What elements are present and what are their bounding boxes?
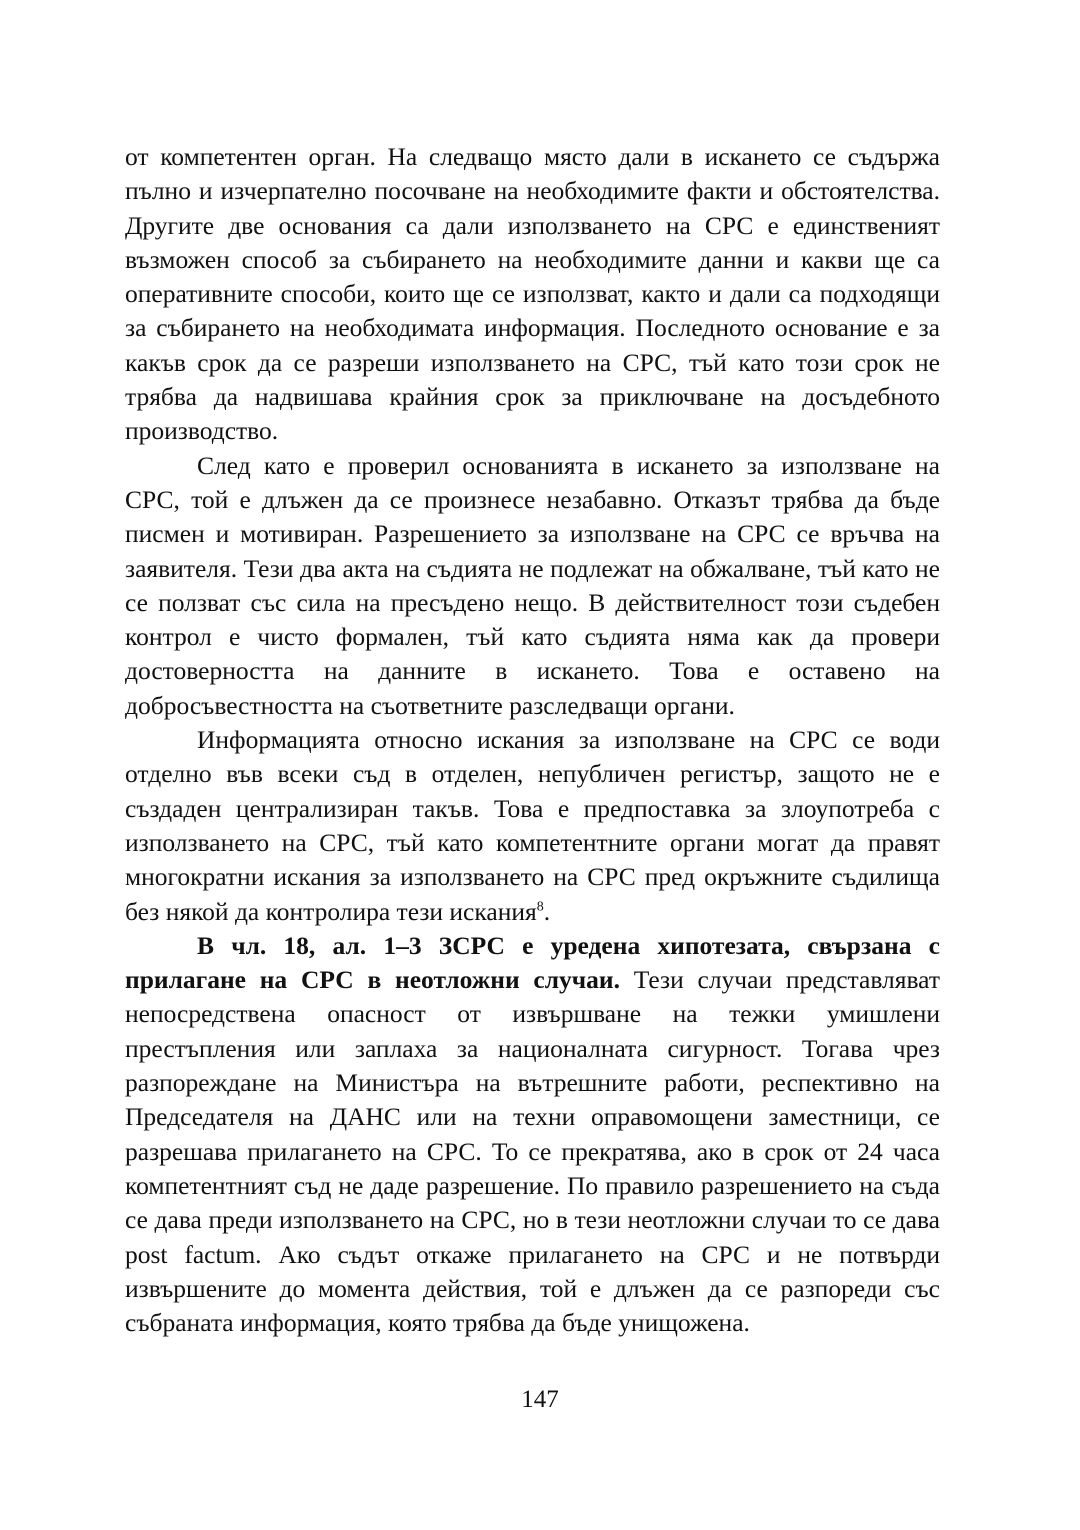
paragraph-1: [125, 140, 940, 449]
paragraph-4-text: Тези случаи представляват непосредствена опасност от извършване на тежки умишлени престъпления или заплаха за националната сигурност. Тогава чрез разпореждане на Министъра на вътрешните работи, респективно на Председателя на ДАНС или на техни оправомощени заместници, се разрешава прилагането на СРС. То се прекратява, ако в срок от 24 часа компетентният съд не даде разрешение. По правило разрешението на съда се дава преди използването на СРС, но в тези неотложни случаи то се дава post factum. Ако съдът откаже прилагането на СРС и не потвърди извършените до момента действия, той е длъжен да се разпореди със събраната информация, която трябва да бъде унищожена.: [125, 965, 940, 1338]
page-number: 147: [521, 1386, 559, 1413]
paragraph-2: [125, 449, 940, 723]
footnote-reference[interactable]: 8: [536, 899, 544, 915]
page-body: [125, 140, 940, 1340]
paragraph-4: [125, 929, 940, 1341]
paragraph-3-end: .: [543, 896, 551, 926]
paragraph-4-bold-lead: В чл. 18, ал. 1–3 ЗСРС е уредена хипотезата, свързана с прилагане на СРС в неотложни случаи.: [125, 930, 940, 995]
paragraph-3: [125, 723, 940, 929]
paragraph-3-text: Информацията относно искания за използване на СРС се води отделно във всеки съд в отделен, непубличен регистър, защото не е създаден централизиран такъв. Това е предпоставка за злоупотреба с използването на СРС, тъй като компетентните органи могат да правят многократни искания за използването на СРС пред окръжните съдилища без някой да контролира тези искания: [125, 725, 940, 926]
paragraph-1-text: от компетентен орган. На следващо място дали в искането се съдържа пълно и изчерпателно посочване на необходимите факти и обстоятелства. Другите две основания са дали използването на СРС е единственият възможен способ за събирането на необходимите данни и какви ще са оперативните способи, които ще се използват, както и дали са подходящи за събирането на необходимата информация. Последното основание е за какъв срок да се разреши използването на СРС, тъй като този срок не трябва да надвишава крайния срок за приключване на досъдебното производство.: [125, 142, 940, 446]
paragraph-2-text: След като е проверил основанията в искането за използване на СРС, той е длъжен да се произнесе незабавно. Отказът трябва да бъде писмен и мотивиран. Разрешението за използване на СРС се връчва на заявителя. Тези два акта на съдията не подлежат на обжалване, тъй като не се ползват със сила на пресъдено нещо. В действителност този съдебен контрол е чисто формален, тъй като съдията няма как да провери достоверността на данните в искането. Това е оставено на добросъвестността на съответните разследващи органи.: [125, 450, 940, 720]
